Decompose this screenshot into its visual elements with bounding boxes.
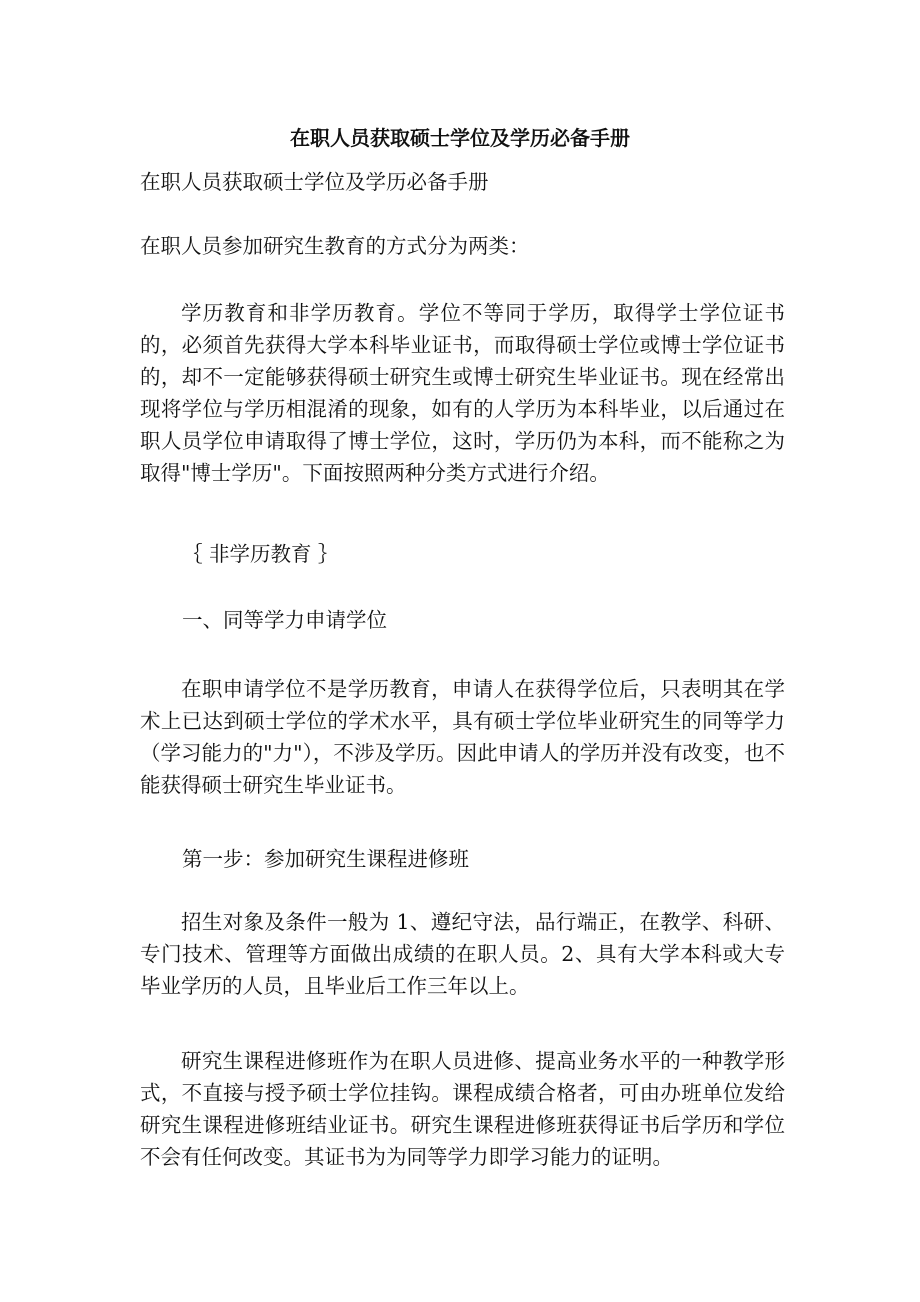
- document-subtitle: 在职人员获取硕士学位及学历必备手册: [140, 170, 489, 194]
- intro-line: 在职人员参加研究生教育的方式分为两类：: [140, 234, 530, 258]
- document-title: 在职人员获取硕士学位及学历必备手册: [290, 126, 630, 150]
- paragraph-degree-application: 在职申请学位不是学历教育，申请人在获得学位后，只表明其在学术上已达到硕士学位的学术水平，具有硕士学位毕业研究生的同等学力（学习能力的"力"），不涉及学历。因此申请人的学历并没有改变，也不能获得硕士研究生毕业证书。: [140, 677, 785, 797]
- paragraph-admission-criteria: 招生对象及条件一般为 1、遵纪守法，品行端正，在教学、科研、专门技术、管理等方面做出成绩的在职人员。2、具有大学本科或大专毕业学历的人员，且毕业后工作三年以上。: [140, 910, 785, 998]
- section-heading-non-degree: ｛ 非学历教育 ｝: [182, 542, 339, 566]
- paragraph-course-class: 研究生课程进修班作为在职人员进修、提高业务水平的一种教学形式，不直接与授予硕士学位挂钩。课程成绩合格者，可由办班单位发给研究生课程进修班结业证书。研究生课程进修班获得证书后学历和学位不会有任何改变。其证书为为同等学力即学习能力的证明。: [140, 1049, 785, 1169]
- step-one-heading: 第一步：参加研究生课程进修班: [182, 847, 469, 871]
- subsection-heading-equivalent: 一、同等学力申请学位: [182, 608, 387, 632]
- paragraph-education-types: 学历教育和非学历教育。学位不等同于学历，取得学士学位证书的，必须首先获得大学本科毕业证书，而取得硕士学位或博士学位证书的，却不一定能够获得硕士研究生或博士研究生毕业证书。现在经常出现将学位与学历相混淆的现象，如有的人学历为本科毕业，以后通过在职人员学位申请取得了博士学位，这时，学历仍为本科，而不能称之为取得"博士学历"。下面按照两种分类方式进行介绍。: [140, 301, 785, 485]
